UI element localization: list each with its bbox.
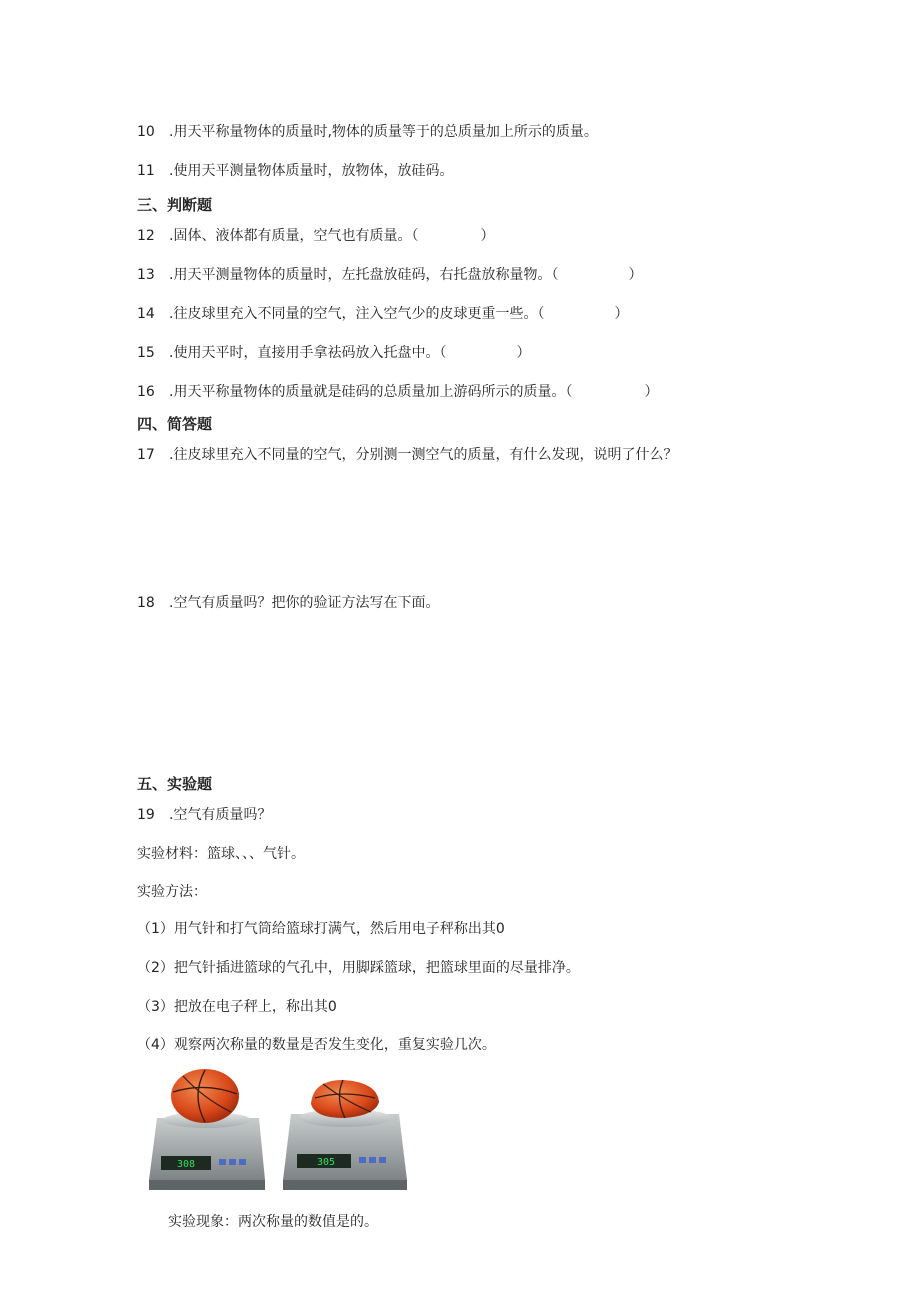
left-display-value: 308 (176, 1159, 195, 1170)
left-button-3 (239, 1159, 246, 1165)
right-button-2 (369, 1157, 376, 1163)
experiment-step-3: （3）把放在电子秤上，称出其0 (137, 999, 337, 1015)
question-number: 11 (137, 163, 155, 179)
left-scale-base (149, 1180, 265, 1190)
left-button-1 (219, 1159, 226, 1165)
experiment-materials: 实验材料：篮球、、、气针。 (137, 846, 305, 862)
question-16 (137, 383, 658, 401)
question-text: .往皮球里充入不同量的空气，分别测一测空气的质量，有什么发现，说明了什么？ (169, 447, 678, 463)
question-12 (137, 227, 494, 245)
question-text: .用天平称量物体的质量时,物体的质量等于的总质量加上所示的质量。 (169, 124, 598, 140)
experiment-step-4: （4）观察两次称量的数量是否发生变化，重复实验几次。 (137, 1037, 496, 1053)
question-11 (137, 162, 453, 180)
section-title-experiment: 五、实验题 (137, 775, 213, 793)
right-button-1 (359, 1157, 366, 1163)
section-title-short-answer: 四、简答题 (137, 415, 213, 433)
experiment-step-2: （2）把气针插进篮球的气孔中，用脚踩篮球，把篮球里面的尽量排净。 (137, 960, 580, 976)
right-scale (283, 1080, 407, 1190)
question-text: .用天平测量物体的质量时，左托盘放硅码，右托盘放称量物。（ (169, 267, 559, 283)
answer-paren-close: ） (628, 267, 643, 283)
question-number: 17 (137, 447, 155, 463)
question-number: 13 (137, 267, 155, 283)
question-text: .固体、液体都有质量，空气也有质量。（ (169, 228, 419, 244)
question-18 (137, 594, 439, 612)
question-14 (137, 305, 628, 323)
question-number: 15 (137, 345, 155, 361)
question-number: 18 (137, 595, 155, 611)
question-text: .空气有质量吗？ (169, 807, 272, 823)
question-17 (137, 446, 677, 464)
experiment-step-1: （1）用气针和打气筒给篮球打满气，然后用电子秤称出其0 (137, 921, 505, 937)
answer-paren-close: ） (480, 228, 495, 244)
question-text: .空气有质量吗？把你的验证方法写在下面。 (169, 595, 440, 611)
question-13 (137, 266, 642, 284)
right-scale-base (283, 1180, 407, 1190)
right-display-value: 305 (316, 1157, 335, 1168)
answer-paren-close: ） (614, 306, 629, 322)
question-text: .往皮球里充入不同量的空气，注入空气少的皮球更重一些。（ (169, 306, 545, 322)
question-text: .使用天平测量物体质量时，放物体，放硅码。 (169, 163, 454, 179)
section-title-judge: 三、判断题 (137, 196, 213, 214)
question-number: 10 (137, 124, 155, 140)
right-button-3 (379, 1157, 386, 1163)
scales-illustration (143, 1068, 411, 1194)
question-text: .用天平称量物体的质量就是硅码的总质量加上游码所示的质量。（ (169, 384, 573, 400)
answer-paren-close: ） (516, 345, 531, 361)
question-19 (137, 806, 271, 824)
question-number: 19 (137, 807, 155, 823)
question-text: .使用天平时，直接用手拿祛码放入托盘中。（ (169, 345, 447, 361)
experiment-photo (143, 1068, 411, 1194)
question-number: 16 (137, 384, 155, 400)
question-15 (137, 344, 530, 362)
question-10 (137, 123, 598, 141)
experiment-phenomenon: 实验现象：两次称量的数值是的。 (168, 1214, 378, 1230)
left-scale (149, 1069, 265, 1190)
experiment-method-title: 实验方法： (137, 884, 207, 900)
question-number: 12 (137, 228, 155, 244)
question-number: 14 (137, 306, 155, 322)
left-button-2 (229, 1159, 236, 1165)
answer-paren-close: ） (644, 384, 659, 400)
